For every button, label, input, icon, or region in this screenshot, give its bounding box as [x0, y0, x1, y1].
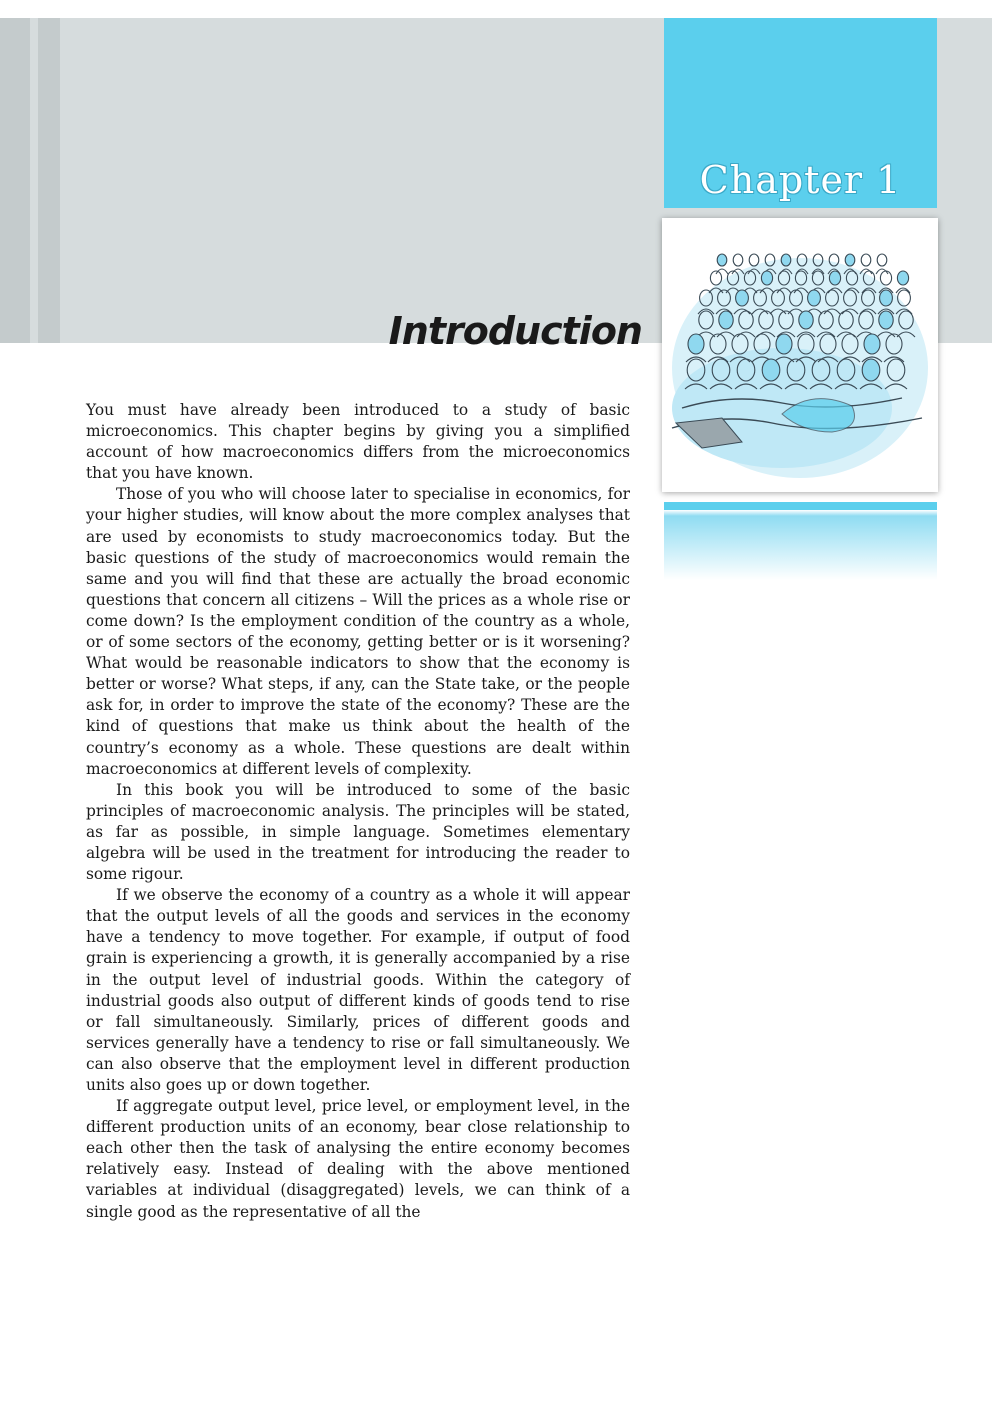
- crowd-head: [897, 271, 908, 285]
- crowd-head: [808, 290, 821, 306]
- paragraph: If aggregate output level, price level, or employment level, in the different production units of an economy, bear close relationship to each other then the task of analysing the entire economy becomes relatively easy. Instead of dealing with the above mentioned variables at individual (disaggregated) levels, we can think of a single good as the representative of all the: [86, 1097, 630, 1221]
- crowd-head: [776, 334, 792, 354]
- chapter-label: Chapter 1: [699, 158, 902, 202]
- illustration-frame: [662, 218, 938, 492]
- page-title: Introduction: [388, 309, 642, 354]
- crowd-head: [736, 290, 749, 306]
- crowd-head: [845, 254, 855, 266]
- decorative-stripe: [38, 18, 60, 343]
- crowd-head: [862, 359, 880, 381]
- side-gradient-bar: [664, 502, 937, 580]
- crowd-head: [829, 271, 840, 285]
- crowd-head: [762, 359, 780, 381]
- body-text: [86, 400, 630, 1223]
- crowd-head: [879, 311, 893, 329]
- paragraph: If we observe the economy of a country as a whole it will appear that the output levels of all the goods and services in the economy have a tendency to move together. For example, if output of food grain is experiencing a growth, it is generally accompanied by a rise in the output level of industrial goods. Within the category of industrial goods also output of different kinds of goods tend to rise or fall simultaneously. Similarly, prices of different goods and services generally have a tendency to rise or fall simultaneously. We can also observe that the employment level in different production units also goes up or down together.: [86, 886, 630, 1094]
- crowd-head: [761, 271, 772, 285]
- crowd-head: [880, 290, 893, 306]
- crowd-head: [719, 311, 733, 329]
- paragraph: In this book you will be introduced to some of the basic principles of macroeconomic analysis. The principles will be stated, as far as possible, in simple language. Sometimes elementary algebra will be used in the treatment for introducing the reader to some rigour.: [86, 780, 630, 884]
- crowd-head: [799, 311, 813, 329]
- crowd-head: [688, 334, 704, 354]
- crowd-head: [864, 334, 880, 354]
- crowd-illustration-icon: [662, 218, 938, 492]
- crowd-head: [781, 254, 791, 266]
- decorative-stripe: [0, 18, 30, 343]
- paragraph: You must have already been introduced to a study of basic microeconomics. This chapter begins by giving you a simplified account of how macroeconomics differs from the microeconomics that you have known.: [86, 401, 630, 483]
- paragraph: Those of you who will choose later to specialise in economics, for your higher studies, will know about the more complex analyses that are used by economists to study macroeconomics today. But the basic questions of the study of macroeconomics would remain the same and you will find that these are actually the broad economic questions that concern all citizens – Will the prices as a whole rise or come down? Is the employment condition of the country as a whole, or of some sectors of the economy, getting better or is it worsening? What would be reasonable indicators to show that the economy is better or worse? What steps, if any, can the State take, or the people ask for, in order to improve the state of the economy? These are the kind of questions that make us think about the health of the country’s economy as a whole. These questions are dealt within macroeconomics at different levels of complexity.: [86, 485, 630, 778]
- crowd-head: [717, 254, 727, 266]
